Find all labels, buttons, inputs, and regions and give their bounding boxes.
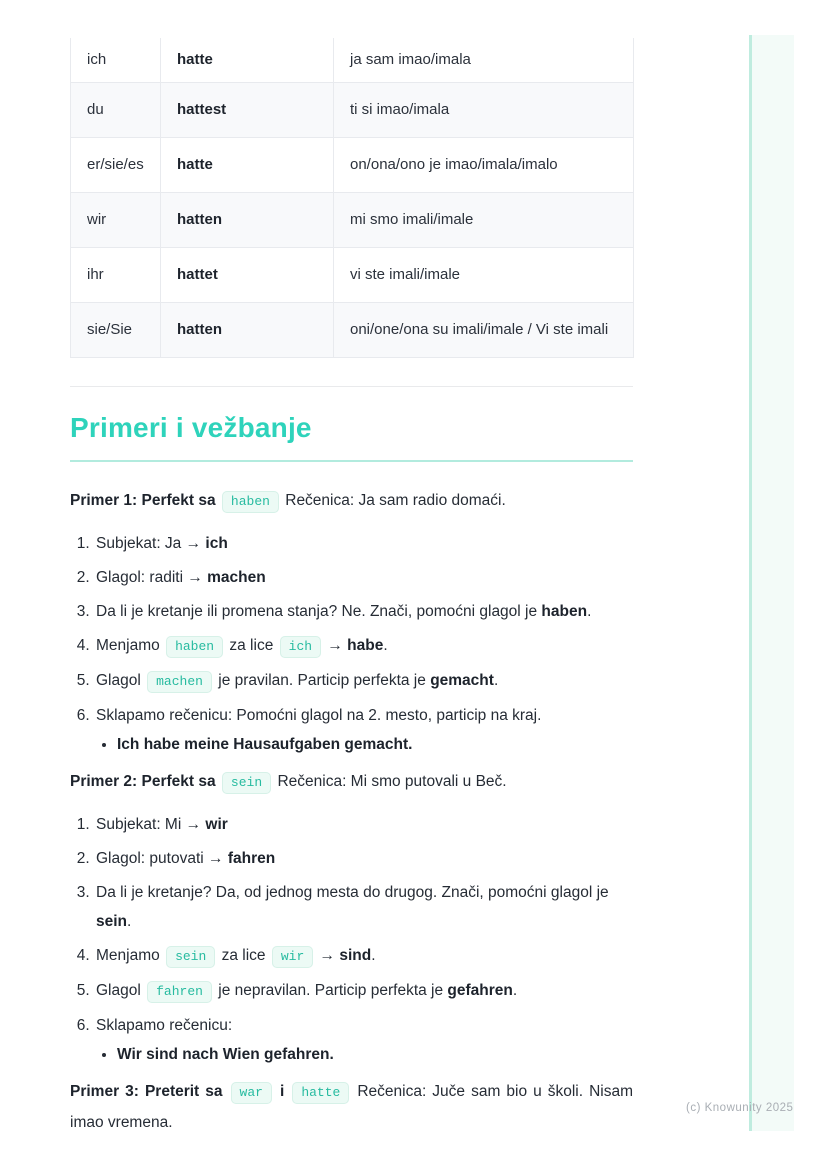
step-item [94,701,633,759]
pronoun-cell: sie/Sie [71,302,161,357]
text-segment: Da li je kretanje? Da, od jednog mesta do drugog. Znači, pomoćni glagol je [96,883,609,901]
step-item [94,878,633,936]
step-item [94,941,633,971]
text-segment: Sklapamo rečenicu: Pomoćni glagol na 2. mesto, particip na kraj. [96,706,542,724]
example-3-intro [70,1077,633,1138]
text-segment: Rečenica: Ja sam radio domaći. [280,491,506,509]
text-segment: je nepravilan. Particip perfekta je [213,981,448,999]
text-segment: Primer 3: Preterit sa [70,1082,229,1100]
conjugation-table [70,38,634,358]
table-row [71,137,634,192]
text-segment: Wir sind nach Wien gefahren. [117,1045,334,1063]
example-2-intro [70,767,633,798]
table-row [71,82,634,137]
pronoun-cell: wir [71,192,161,247]
table-row [71,38,634,82]
step-text [96,1017,232,1034]
translation-cell: oni/one/ona su imali/imale / Vi ste imali [334,302,634,357]
example-1-intro [70,486,633,517]
text-segment: . [512,981,518,999]
pronoun-cell: ich [71,38,161,82]
translation-cell: vi ste imali/imale [334,247,634,302]
pronoun-cell: er/sie/es [71,137,161,192]
step-item [94,976,633,1006]
table-row [71,192,634,247]
table-row [71,247,634,302]
text-segment: Ich habe meine Hausaufgaben gemacht. [117,735,413,753]
text-segment: Da li je kretanje ili promena stanja? Ne. Znači, pomoćni glagol je [96,602,542,620]
code-chip: sein [166,946,215,968]
verb-cell: hatte [161,137,334,192]
text-segment: . [127,912,132,930]
example-1-steps [70,529,633,759]
step-item [94,1011,633,1069]
text-segment: Menjamo [96,636,165,654]
text-segment: Glagol [96,981,146,999]
result-sentence [117,1040,633,1069]
step-text [96,707,541,724]
text-segment: Rečenica: Mi smo putovali u Beč. [273,772,507,790]
code-chip: machen [147,671,212,693]
translation-cell: mi smo imali/imale [334,192,634,247]
result-sentence [117,730,633,759]
step-item [94,666,633,696]
step-item [94,597,633,626]
verb-cell: hattest [161,82,334,137]
text-segment: sein [96,912,128,930]
pronoun-cell: du [71,82,161,137]
text-segment: machen [207,568,266,586]
text-segment: Glagol [96,671,146,689]
step-item [94,563,633,592]
text-segment: . [371,946,376,964]
text-segment: gemacht [430,671,494,689]
text-segment: Primer 1: Perfekt sa [70,491,220,509]
step-item [94,631,633,661]
code-chip: haben [222,491,279,513]
table-row [71,302,634,357]
text-segment: Primer 2: Perfekt sa [70,772,220,790]
page-margin-stripe [749,35,794,1131]
code-chip: haben [166,636,223,658]
text-segment: Rečenica: Juče sam bio u školi. Nisam imao vremena. [70,1082,634,1131]
text-segment: ich [205,534,228,552]
text-segment: habe [347,636,384,654]
text-segment: → [315,946,340,964]
text-segment: → [323,636,348,654]
translation-cell: ja sam imao/imala [334,38,634,82]
code-chip: sein [222,772,271,794]
verb-cell: hatten [161,192,334,247]
code-chip: ich [280,636,321,658]
step-item [94,529,633,558]
result-list [96,1040,633,1069]
text-segment: za lice [217,946,270,964]
text-segment: gefahren [447,981,513,999]
code-chip: wir [272,946,313,968]
text-segment: . [587,602,592,620]
verb-cell: hatte [161,38,334,82]
text-segment: haben [541,602,588,620]
code-chip: fahren [147,981,212,1003]
step-item [94,810,633,839]
example-2-steps [70,810,633,1069]
result-list [96,730,633,759]
pronoun-cell: ihr [71,247,161,302]
text-segment: Menjamo [96,946,165,964]
text-segment: je pravilan. Particip perfekta je [213,671,431,689]
text-segment: . [493,671,499,689]
translation-cell: ti si imao/imala [334,82,634,137]
text-segment: Subjekat: Mi → [96,815,206,833]
text-segment: za lice [225,636,278,654]
text-segment: Subjekat: Ja → [96,534,206,552]
text-segment: wir [205,815,228,833]
text-segment: Sklapamo rečenicu: [96,1016,233,1034]
text-segment: Glagol: putovati → [96,849,228,867]
translation-cell: on/ona/ono je imao/imala/imalo [334,137,634,192]
section-divider [70,386,633,387]
text-segment: fahren [227,849,276,867]
copyright-watermark: (c) Knowunity 2025 [686,1102,794,1114]
text-segment: i [273,1082,291,1100]
section-heading: Primeri i vežbanje [70,411,633,462]
text-segment: Glagol: raditi → [96,568,208,586]
code-chip: war [231,1082,272,1104]
verb-cell: hatten [161,302,334,357]
step-item [94,844,633,873]
code-chip: hatte [292,1082,349,1104]
page-content [70,0,633,1138]
text-segment: . [383,636,388,654]
text-segment: sind [339,946,372,964]
verb-cell: hattet [161,247,334,302]
